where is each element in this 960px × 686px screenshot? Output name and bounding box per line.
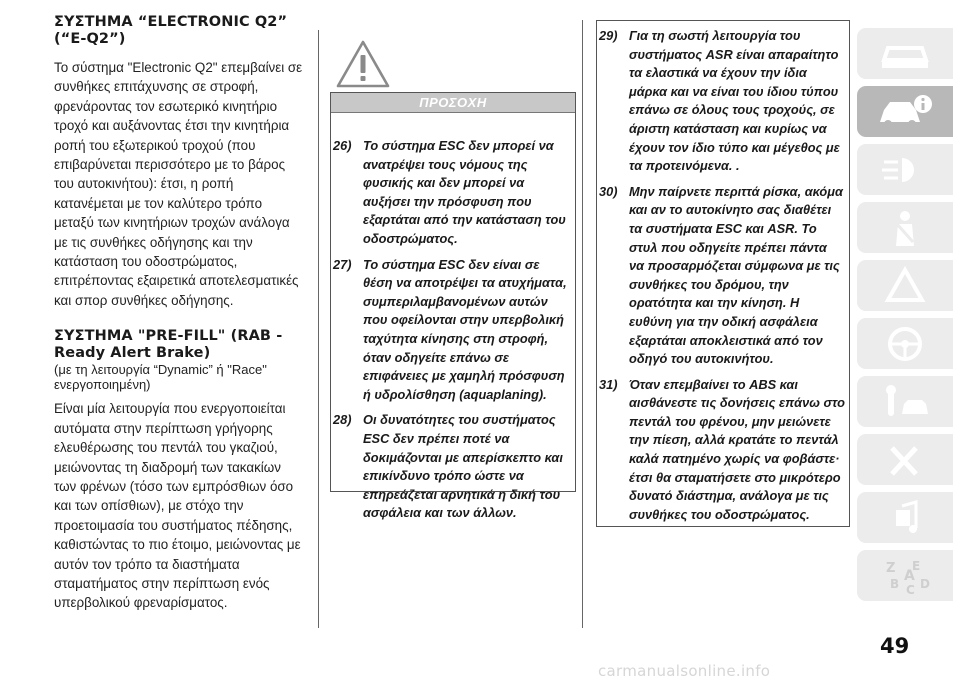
title-line-1: ΣΥΣΤΗΜΑ “ELECTRONIC Q2” [54,14,288,30]
multimedia-icon [876,498,934,538]
warning-item-text: Για τη σωστή λειτουργία του συστήματος ASR είναι απαραίτητο τα ελαστικά να έχουν την ίδια μάρκα και να είναι του ίδιου τύπου επάνω σε όλους τους τροχούς, σε άριστη κατάσταση και κυρίως να έχουν τον ίδιο τύπο και μέγεθος με τα προτεινόμενα. . [629,28,840,174]
page-number: 49 [880,634,910,658]
svg-text:D: D [920,576,930,591]
tab-index[interactable] [857,550,953,601]
tools-icon [876,440,934,480]
steering-wheel-icon [876,324,934,364]
tab-dashboard[interactable] [857,28,953,79]
lights-icon [876,150,934,190]
warning-box [330,92,576,521]
warning-item [599,376,845,525]
svg-text:A: A [904,567,915,584]
dashboard-car-icon [876,34,934,74]
chapter-tabs-sidebar [857,28,953,608]
warning-item [333,256,571,405]
warning-triangle-icon [876,266,934,306]
warning-item-text: Το σύστημα ESC δεν μπορεί να ανατρέψει τους νόμους της φυσικής και δεν μπορεί να αυξήσει την πρόσφυση που εξαρτάται από την κατάσταση του οδοστρώματος. [363,138,566,246]
svg-text:C: C [906,582,915,596]
warning-item-number: 31) [599,376,618,392]
alphabetical-index-icon [876,556,934,596]
left-column [54,14,304,613]
tab-maintenance[interactable] [857,434,953,485]
warning-item-number: 26) [333,138,352,153]
warning-item-text: Το σύστημα ESC δεν είναι σε θέση να αποτρέψει τα ατυχήματα, συμπεριλαμβανομένων αυτών που οφείλονται στην υπερβολική ταχύτητα κίνησης στη στροφή, όταν οδηγείτε επάνω σε επιφάνειες με χαμηλή πρόσφυση ή υδρολίσθηση (aquaplaning). [363,256,567,402]
tab-starting[interactable] [857,260,953,311]
section-pre-fill [54,328,304,612]
warning-item-text: Όταν επεμβαίνει το ABS και αισθάνεστε τις δονήσεις επάνω στο πεντάλ του φρένου, μην μειώνετε την πίεση, αλλά κρατάτε το πεντάλ καλά πατημένο χωρίς να φοβάστε· έτσι θα σταματήσετε στο μικρότερο δυνατό διάστημα, ανάλογα με τις συνθήκες του οδοστρώματος. [629,376,846,522]
title-line-1: ΣΥΣΤΗΜΑ "PRE-FILL" (RAB - [54,328,283,345]
warning-item-number: 29) [599,28,618,43]
title-line-2: Ready Alert Brake) [54,345,211,362]
section-subnote-pre-fill: (με τη λειτουργία “Dynamic” ή "Race" ενεργοποιημένη) [54,362,267,393]
spanner-car-icon [876,382,934,422]
svg-text:B: B [890,576,900,591]
warning-item-text: Οι δυνατότητες του συστήματος ESC δεν πρέπει ποτέ να δοκιμάζονται με απερίσκεπτο και επικίνδυνο τρόπο ώστε να επηρεάζεται αρνητικά η δική του ασφάλεια και των άλλων. [363,412,563,521]
watermark: carmanualsonline.info [598,662,771,680]
title-line-2: (“E-Q2”) [54,31,126,47]
warning-box-continued [596,20,850,527]
warning-item-text: Μην παίρνετε περιττά ρίσκα, ακόμα και αν το αυτοκίνητο σας διαθέτει τα συστήματα ESC και ASR. Το στυλ που οδηγείτε πρέπει πάντα να προσαρμόζεται σύμφωνα με τις συνθήκες του δρόμου, την ορατότητα και την κίνηση. Η ευθύνη για την οδική ασφάλεια εξαρτάται αποκλειστικά από τον οδηγό του αυτοκινήτου. [629,183,843,367]
tab-multimedia[interactable] [857,492,953,543]
tab-car-info[interactable] [857,86,953,137]
svg-text:E: E [912,558,921,573]
warning-exclamation-icon [336,40,390,88]
warning-item-number: 28) [333,412,352,428]
warning-item [599,27,845,176]
tab-safety[interactable] [857,202,953,253]
section-body-pre-fill: Είναι μία λειτουργία που ενεργοποιείται αυτόματα στην περίπτωση γρήγορης ελευθέρωσης του πεντάλ του γκαζιού, μειώνοντας τη διαδρομή των τακακίων των φρένων (τόσο των εμπρόσθιων όσο και των οπίσθιων), με στόχο την προετοιμασία του συστήματος πέδησης, καθιστώντας το πιο έτοιμο, μειώνοντας με αυτόν τον τρόπο τα διαστήματα σταματήματος στην περίπτωση ενός υπερβολικού φρεναρίσματος. [54,401,301,611]
warning-list [331,113,575,523]
warning-item [333,411,571,523]
svg-text:Z: Z [886,560,896,576]
column-divider [318,30,319,628]
warning-list [597,21,849,524]
section-title-electronic-q2 [54,14,304,48]
section-electronic-q2 [54,14,304,310]
section-title-pre-fill [54,328,304,362]
warning-item-number: 27) [333,256,352,272]
column-divider [582,20,583,628]
section-body-electronic-q2: Το σύστημα "Electronic Q2" επεμβαίνει σε συνθήκες επιτάχυνσης σε στροφή, φρενάροντας τον εσωτερικό κινητήριο τροχό και αυξάνοντας έτσι την κινητήρια ροπή του εξωτερικού τροχού (που επιβαρύνεται περισσότερο με το βάρος του αυτοκινήτου): έτσι, η ροπή κατανέμεται με τον καλύτερο τρόπο μεταξύ των κινητήριων τροχών ανάλογα με τις συνθήκες οδήγησης και την κατάσταση του οδοστρώματος, επιτρέποντας εξαιρετικά αποτελεσματικές και σπορ συνθήκες οδήγησης. [54,60,303,308]
tab-emergency[interactable] [857,376,953,427]
warning-item [333,137,571,249]
tab-lights[interactable] [857,144,953,195]
car-info-icon [876,92,934,132]
tab-driving[interactable] [857,318,953,369]
warning-item [599,183,845,369]
seatbelt-icon [876,208,934,248]
warning-box-header: ΠΡΟΣΟΧΗ [331,93,575,113]
warning-item-number: 30) [599,183,618,199]
